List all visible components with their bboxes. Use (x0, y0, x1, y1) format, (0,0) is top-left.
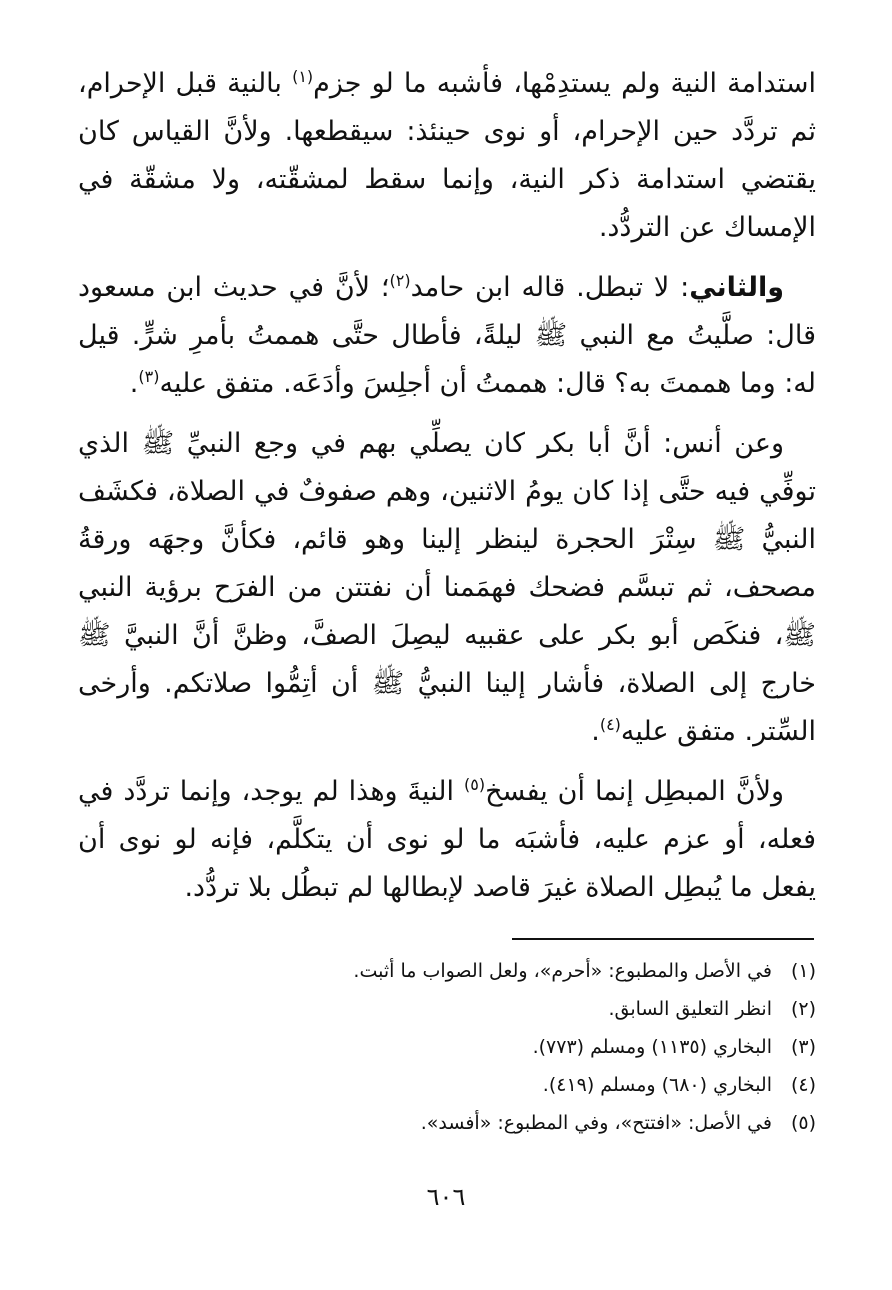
paragraph-4-text: ولأنَّ المبطِل إنما أن يفسخ (485, 776, 785, 807)
paragraph-2-tail: ؛ لأنَّ في حديث ابن مسعود قال: صلَّيتُ مع النبي ﷺ ليلةً، فأطال حتَّى هممتُ بأمرِ شرٍّ. قيل له: وما هممتَ به؟ قال: هممتُ أن أجلِسَ وأدَعَه. متفق عليه (78, 272, 816, 399)
paragraph-2-tail-2: . (129, 368, 139, 399)
paragraph-1 (78, 60, 816, 252)
paragraph-4 (78, 768, 816, 912)
footnote-number: (١) (790, 960, 816, 982)
footnote-ref-3[interactable]: (٣) (138, 367, 160, 386)
paragraph-3-text: وعن أنس: أنَّ أبا بكر كان يصلِّي بهم في وجع النبيِّ ﷺ الذي توفِّي فيه حتَّى إذا كان يومُ الاثنين، وهم صفوفٌ في الصلاة، فكشَف النبيُّ ﷺ سِتْرَ الحجرة لينظر إلينا وهو قائم، فكأنَّ وجهَه ورقةُ مصحف، ثم تبسَّم فضحك فهمَمنا أن نفتتن من الفرَح برؤية النبي ﷺ، فنكَص أبو بكر على عقبيه ليصِلَ الصفَّ، وظنَّ أنَّ النبيَّ ﷺ خارج إلى الصلاة، فأشار إلينا النبيُّ ﷺ أن أتِمُّوا صلاتكم. وأرخى السِّتر. متفق عليه (78, 428, 816, 747)
paragraph-2-text: : لا تبطل. قاله ابن حامد (410, 272, 690, 303)
footnote-number: (٣) (790, 1036, 816, 1058)
footnote-text: البخاري (٦٨٠) ومسلم (٤١٩). (542, 1074, 772, 1096)
paragraph-2 (78, 264, 816, 408)
footnote-text: في الأصل: «افتتح»، وفي المطبوع: «أفسد». (420, 1112, 772, 1134)
footnote-3 (78, 1028, 816, 1066)
footnote-divider (512, 938, 814, 940)
paragraph-3-tail: . (591, 716, 600, 747)
footnote-text: البخاري (١١٣٥) ومسلم (٧٧٣). (532, 1036, 772, 1058)
footnote-text: انظر التعليق السابق. (608, 998, 772, 1020)
footnote-number: (٢) (790, 998, 816, 1020)
footnote-ref-1[interactable]: (١) (292, 67, 314, 86)
paragraph-1-tail: بالنية قبل الإحرام، ثم تردَّد حين الإحرام، أو نوى حينئذ: سيقطعها. ولأنَّ القياس كان يقتضي استدامة ذكر النية، وإنما سقط لمشقّته، ولا مشقّة في الإمساك عن التردُّد. (78, 68, 816, 243)
footnote-2 (78, 990, 816, 1028)
footnote-5 (78, 1104, 816, 1142)
page-number: ٦٠٦ (426, 1183, 466, 1211)
footnote-ref-2[interactable]: (٢) (389, 271, 411, 290)
paragraph-1-text: استدامة النية ولم يستدِمْها، فأشبه ما لو جزم (313, 68, 816, 99)
paragraph-2-lead: والثاني (689, 272, 784, 303)
footnote-text: في الأصل والمطبوع: «أحرم»، ولعل الصواب ما أثبت. (353, 960, 772, 982)
footnote-number: (٤) (790, 1074, 816, 1096)
footnotes-list (78, 952, 816, 1142)
footnote-1 (78, 952, 816, 990)
footnote-4 (78, 1066, 816, 1104)
footnote-ref-5[interactable]: (٥) (463, 775, 486, 794)
footnote-ref-4[interactable]: (٤) (599, 715, 621, 734)
footnote-number: (٥) (790, 1112, 816, 1134)
main-text (78, 60, 816, 924)
paragraph-4-tail: النيةَ وهذا لم يوجد، وإنما تردَّد في فعله، أو عزم عليه، فأشبَه ما لو نوى أن يتكلَّم، فإنه لو نوى أن يفعل ما يُبطِل الصلاة غيرَ قاصد لإبطالها لم تبطُل بلا تردُّد. (78, 776, 816, 903)
paragraph-3 (78, 420, 816, 756)
